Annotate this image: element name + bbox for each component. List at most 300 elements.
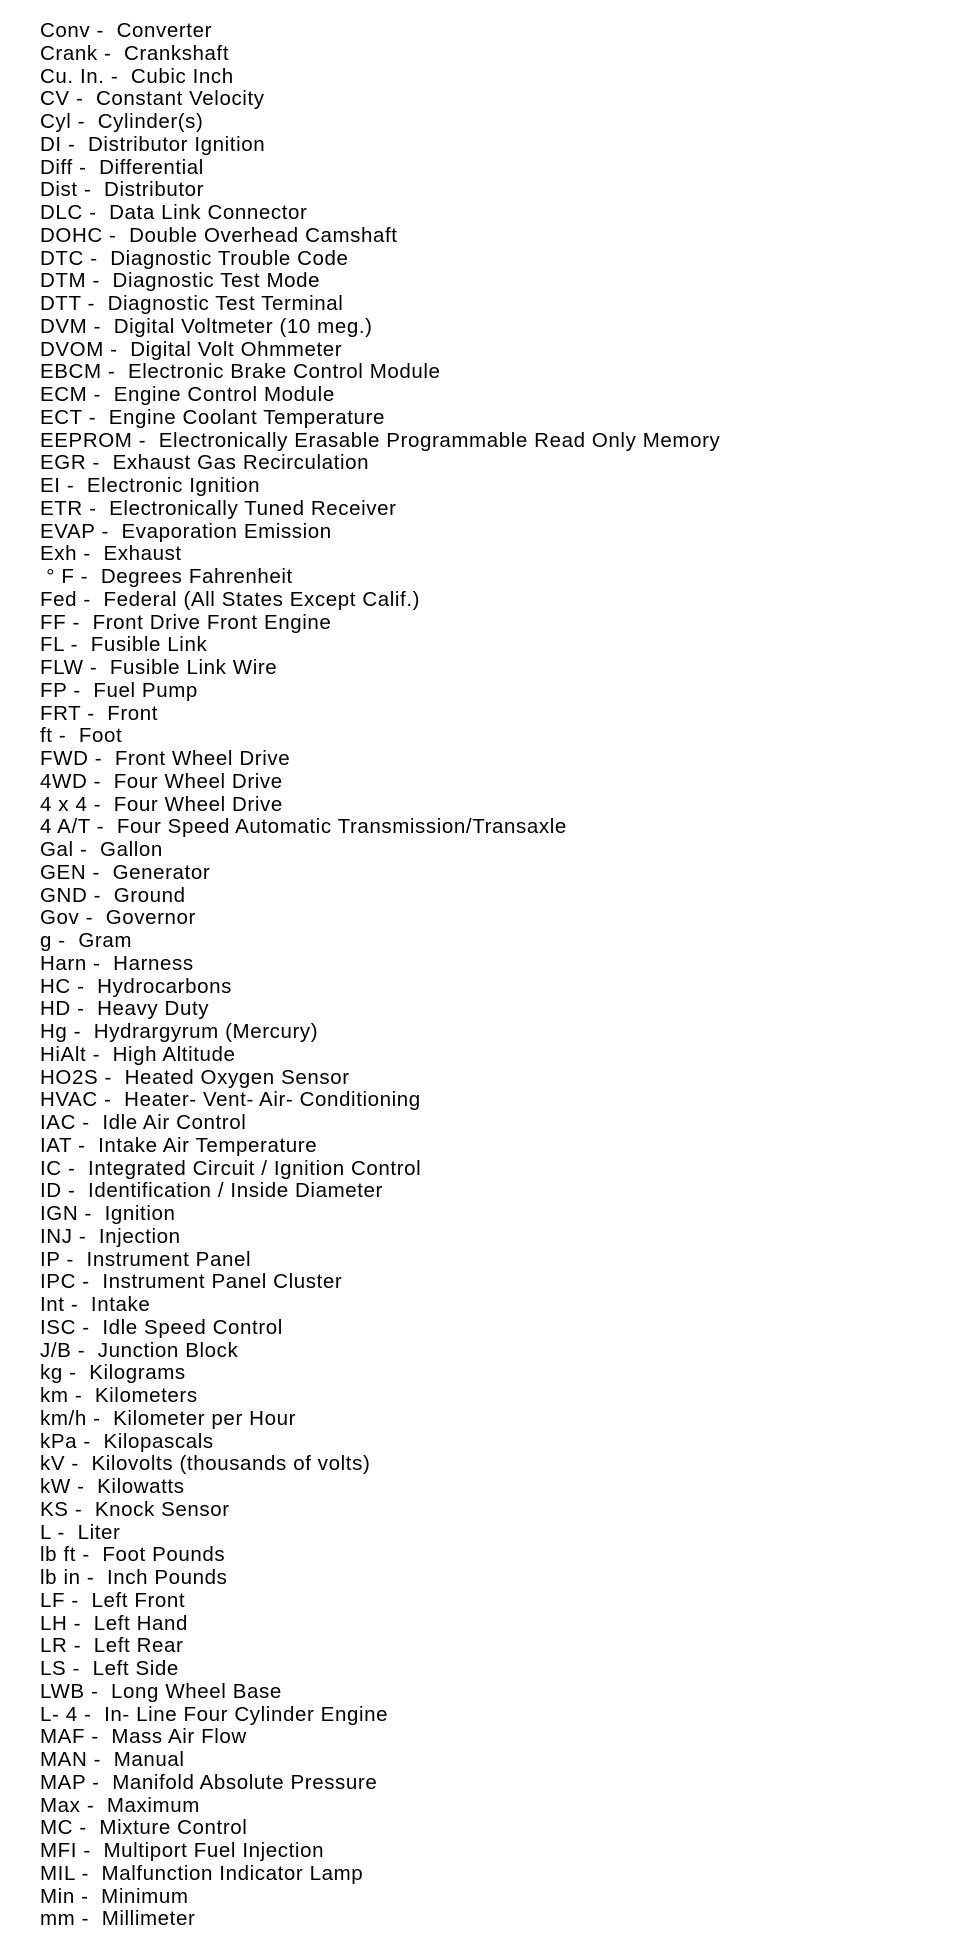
abbreviation-entry	[40, 771, 940, 794]
abbreviation-entry	[40, 452, 940, 475]
abbreviation-definition: Harness	[113, 951, 194, 975]
abbreviation-separator: -	[69, 87, 97, 111]
abbreviation-term: HiAlt	[40, 1042, 87, 1066]
abbreviation-entry	[40, 1431, 940, 1454]
abbreviation-entry	[40, 202, 940, 225]
abbreviation-definition: Four Speed Automatic Transmission/Transaxle	[116, 815, 567, 839]
abbreviation-definition: Idle Air Control	[102, 1111, 247, 1134]
abbreviation-definition: Heated Oxygen Sensor	[124, 1065, 350, 1089]
abbreviation-term: lb in	[40, 1566, 81, 1589]
abbreviation-entry	[40, 1772, 940, 1795]
abbreviation-entry	[40, 316, 940, 339]
abbreviation-entry	[40, 1158, 940, 1181]
abbreviation-separator: -	[86, 451, 113, 475]
abbreviation-entry	[40, 1385, 940, 1408]
abbreviation-definition: Left Rear	[93, 1634, 184, 1658]
abbreviation-definition: Degrees Fahrenheit	[100, 565, 293, 588]
abbreviation-entry	[40, 111, 940, 134]
abbreviation-term: ECM	[40, 383, 88, 406]
abbreviation-separator: -	[85, 1770, 113, 1794]
abbreviation-separator: -	[85, 1725, 112, 1749]
abbreviation-term: g	[40, 929, 53, 952]
abbreviation-term: EVAP	[40, 519, 96, 543]
abbreviation-entry	[40, 88, 940, 111]
abbreviation-entry	[40, 885, 940, 908]
abbreviation-separator: -	[86, 1042, 113, 1066]
abbreviation-entry	[40, 1795, 940, 1818]
abbreviation-entry	[40, 703, 940, 726]
abbreviation-entry	[40, 1317, 940, 1340]
abbreviation-term: Conv	[40, 19, 91, 42]
abbreviation-separator: -	[104, 64, 131, 88]
abbreviation-definition: Hydrocarbons	[97, 974, 232, 998]
abbreviation-separator: -	[52, 929, 79, 952]
abbreviation-term: L	[40, 1520, 52, 1544]
abbreviation-separator: -	[52, 724, 79, 748]
abbreviation-term: HD	[40, 997, 71, 1021]
abbreviation-separator: -	[77, 1429, 104, 1453]
abbreviation-definition: Foot	[78, 724, 123, 748]
abbreviation-entry	[40, 1476, 940, 1499]
abbreviation-definition: Kilopascals	[103, 1429, 214, 1453]
abbreviation-term: HVAC	[40, 1088, 98, 1112]
abbreviation-definition: Identification / Inside Diameter	[88, 1179, 383, 1203]
abbreviation-definition: Engine Control Module	[113, 383, 335, 406]
abbreviation-separator: -	[90, 19, 117, 42]
abbreviation-definition: Electronic Ignition	[86, 474, 261, 497]
abbreviation-definition: Millimeter	[101, 1907, 196, 1931]
abbreviation-entry	[40, 1340, 940, 1363]
abbreviation-separator: -	[87, 769, 114, 793]
abbreviation-entry	[40, 1886, 940, 1909]
abbreviation-definition: Cylinder(s)	[97, 110, 204, 133]
abbreviation-separator: -	[70, 974, 98, 998]
abbreviation-entry	[40, 1567, 940, 1590]
abbreviation-separator: -	[67, 1611, 94, 1635]
abbreviation-term: Min	[40, 1884, 75, 1908]
abbreviation-definition: Mixture Control	[99, 1816, 248, 1840]
abbreviation-term: CV	[40, 87, 70, 111]
abbreviation-separator: -	[51, 1520, 78, 1544]
abbreviation-entry	[40, 680, 940, 703]
abbreviation-definition: Maximum	[106, 1793, 200, 1817]
abbreviation-entry	[40, 248, 940, 271]
abbreviation-term: HC	[40, 974, 71, 998]
abbreviation-entry	[40, 430, 940, 453]
abbreviation-term: LH	[40, 1611, 68, 1635]
abbreviation-entry	[40, 521, 940, 544]
abbreviation-definition: Intake	[90, 1293, 151, 1316]
abbreviation-entry	[40, 1294, 940, 1317]
abbreviation-definition: Diagnostic Trouble Code	[110, 246, 349, 270]
abbreviation-term: ISC	[40, 1315, 76, 1339]
abbreviation-term: ETR	[40, 496, 83, 520]
abbreviation-term: INJ	[40, 1224, 73, 1248]
abbreviation-definition: Differential	[99, 155, 204, 179]
abbreviation-separator: -	[102, 223, 130, 247]
abbreviation-definition: Electronically Erasable Programmable Read Only Memory	[158, 428, 721, 452]
abbreviation-term: DTT	[40, 292, 82, 315]
abbreviation-definition: Liter	[77, 1520, 121, 1544]
abbreviation-separator: -	[75, 1315, 103, 1339]
abbreviation-separator: -	[87, 792, 114, 816]
abbreviation-term: FP	[40, 678, 68, 702]
abbreviation-definition: Left Side	[92, 1657, 179, 1680]
abbreviation-entry	[40, 293, 940, 316]
abbreviation-definition: Malfunction Indicator Lamp	[101, 1861, 364, 1885]
abbreviation-term: kV	[40, 1452, 66, 1476]
abbreviation-entry	[40, 1408, 940, 1431]
abbreviation-entry	[40, 1362, 940, 1385]
abbreviation-separator: -	[80, 701, 108, 725]
abbreviation-definition: Diagnostic Test Mode	[112, 269, 321, 293]
abbreviation-term: Cu. In.	[40, 64, 105, 88]
abbreviation-entry	[40, 543, 940, 566]
abbreviation-term: IAT	[40, 1133, 72, 1157]
abbreviation-term: kPa	[40, 1429, 78, 1453]
abbreviation-definition: Engine Coolant Temperature	[108, 405, 385, 429]
abbreviation-separator: -	[68, 1384, 95, 1407]
abbreviation-separator: -	[87, 383, 114, 406]
abbreviation-term: LS	[40, 1657, 67, 1680]
abbreviation-entry	[40, 816, 940, 839]
abbreviation-entry	[40, 270, 940, 293]
abbreviation-entry	[40, 407, 940, 430]
abbreviation-entry	[40, 1749, 940, 1772]
abbreviation-definition: Front Drive Front Engine	[92, 610, 332, 634]
abbreviation-entry	[40, 862, 940, 885]
abbreviation-term: GEN	[40, 860, 87, 884]
abbreviation-term: ° F	[40, 565, 75, 588]
abbreviation-entry	[40, 725, 940, 748]
abbreviation-term: lb ft	[40, 1543, 77, 1567]
abbreviation-term: DLC	[40, 201, 83, 224]
abbreviation-separator: -	[75, 1861, 102, 1885]
abbreviation-term: MAF	[40, 1725, 86, 1749]
abbreviation-separator: -	[95, 519, 122, 543]
abbreviation-term: IP	[40, 1247, 61, 1271]
abbreviation-definition: Gram	[78, 929, 132, 952]
abbreviation-separator: -	[132, 428, 159, 452]
abbreviation-separator: -	[101, 360, 128, 384]
abbreviation-term: km/h	[40, 1406, 87, 1430]
abbreviation-separator: -	[87, 883, 114, 907]
abbreviation-definition: Long Wheel Base	[111, 1679, 282, 1703]
abbreviation-entry	[40, 907, 940, 930]
abbreviation-term: DTC	[40, 246, 84, 270]
abbreviation-definition: Knock Sensor	[94, 1497, 230, 1521]
abbreviation-entry	[40, 134, 940, 157]
abbreviation-separator: -	[67, 1634, 94, 1658]
abbreviation-separator: -	[75, 1111, 103, 1134]
abbreviation-definition: Left Front	[91, 1588, 186, 1612]
abbreviation-definition: Evaporation Emission	[121, 519, 332, 543]
abbreviation-entry	[40, 794, 940, 817]
abbreviation-entry	[40, 1522, 940, 1545]
abbreviation-term: Hg	[40, 1020, 68, 1043]
abbreviation-entry	[40, 384, 940, 407]
abbreviation-term: Fed	[40, 587, 78, 611]
abbreviation-definition: Crankshaft	[124, 41, 230, 65]
abbreviation-entry	[40, 1726, 940, 1749]
abbreviation-separator: -	[81, 292, 108, 315]
abbreviation-separator: -	[65, 1588, 92, 1612]
abbreviation-definition: Generator	[112, 860, 211, 884]
abbreviation-definition: Injection	[98, 1224, 181, 1248]
abbreviation-separator: -	[77, 587, 104, 611]
abbreviation-separator: -	[82, 405, 109, 429]
abbreviation-entry	[40, 1840, 940, 1863]
abbreviation-entry	[40, 1658, 940, 1681]
abbreviation-term: LWB	[40, 1679, 85, 1703]
abbreviation-separator: -	[70, 1475, 98, 1498]
abbreviation-definition: Double Overhead Camshaft	[129, 223, 398, 247]
abbreviation-separator: -	[75, 1907, 102, 1931]
abbreviation-term: FRT	[40, 701, 81, 725]
abbreviation-term: DOHC	[40, 223, 103, 247]
abbreviation-term: Harn	[40, 951, 87, 975]
abbreviation-entry	[40, 1226, 940, 1249]
abbreviation-separator: -	[73, 1816, 100, 1840]
abbreviation-definition: Ground	[113, 883, 186, 907]
abbreviation-term: km	[40, 1384, 69, 1407]
abbreviation-term: 4WD	[40, 769, 88, 793]
abbreviation-separator: -	[77, 1839, 104, 1862]
abbreviation-separator: -	[80, 1566, 107, 1589]
abbreviation-term: 4 x 4	[40, 792, 88, 816]
abbreviation-entry	[40, 1271, 940, 1294]
abbreviation-term: kg	[40, 1361, 63, 1385]
abbreviation-definition: Heater- Vent- Air- Conditioning	[124, 1088, 421, 1112]
abbreviation-term: DTM	[40, 269, 87, 293]
abbreviation-term: IPC	[40, 1270, 76, 1294]
abbreviation-definition: Minimum	[101, 1884, 189, 1908]
abbreviation-separator: -	[83, 656, 110, 679]
abbreviation-entry	[40, 157, 940, 180]
abbreviation-entry	[40, 1863, 940, 1886]
abbreviation-entry	[40, 612, 940, 635]
abbreviation-term: Max	[40, 1793, 81, 1817]
abbreviation-definition: Four Wheel Drive	[113, 792, 283, 816]
abbreviation-entry	[40, 998, 940, 1021]
abbreviation-definition: Integrated Circuit / Ignition Control	[88, 1156, 422, 1180]
abbreviation-term: MC	[40, 1816, 74, 1840]
abbreviation-separator: -	[97, 41, 125, 65]
abbreviation-definition: Constant Velocity	[96, 87, 265, 111]
abbreviation-definition: Manifold Absolute Pressure	[112, 1770, 378, 1794]
abbreviation-separator: -	[82, 496, 110, 520]
abbreviation-separator: -	[77, 178, 105, 202]
abbreviation-term: FF	[40, 610, 67, 634]
abbreviation-separator: -	[74, 1884, 102, 1908]
abbreviation-definition: Fusible Link Wire	[109, 656, 278, 679]
abbreviation-separator: -	[71, 1133, 99, 1157]
abbreviation-separator: -	[86, 269, 113, 293]
abbreviation-term: HO2S	[40, 1065, 99, 1089]
abbreviation-entry	[40, 475, 940, 498]
abbreviation-definition: Digital Voltmeter (10 meg.)	[113, 314, 373, 338]
abbreviation-term: FWD	[40, 747, 89, 770]
abbreviation-entry	[40, 657, 940, 680]
abbreviation-definition: Four Wheel Drive	[113, 769, 283, 793]
abbreviation-definition: Kilograms	[89, 1361, 186, 1385]
abbreviation-term: GND	[40, 883, 88, 907]
abbreviation-separator: -	[76, 1543, 103, 1567]
abbreviation-separator: -	[86, 1406, 114, 1430]
abbreviation-entry	[40, 589, 940, 612]
abbreviation-separator: -	[71, 1338, 98, 1362]
abbreviation-entry	[40, 1908, 940, 1931]
abbreviation-definition: Kilowatts	[97, 1475, 185, 1498]
abbreviation-separator: -	[70, 997, 98, 1021]
abbreviation-term: Exh	[40, 542, 78, 566]
abbreviation-definition: Idle Speed Control	[102, 1315, 283, 1339]
abbreviation-definition: Electronic Brake Control Module	[127, 360, 441, 384]
abbreviation-term: ID	[40, 1179, 62, 1203]
abbreviation-definition: Exhaust	[103, 542, 182, 566]
abbreviation-separator: -	[75, 1270, 103, 1294]
abbreviation-entry	[40, 1089, 940, 1112]
abbreviation-separator: -	[103, 337, 131, 361]
abbreviation-term: EBCM	[40, 360, 102, 384]
abbreviation-separator: -	[83, 246, 111, 270]
abbreviation-separator: -	[77, 542, 104, 566]
abbreviation-entry	[40, 1681, 940, 1704]
abbreviation-entry	[40, 43, 940, 66]
abbreviation-definition: Diagnostic Test Terminal	[107, 292, 344, 315]
abbreviation-separator: -	[61, 1179, 89, 1203]
abbreviation-entry	[40, 634, 940, 657]
abbreviation-definition: Electronically Tuned Receiver	[109, 496, 397, 520]
abbreviation-entry	[40, 1613, 940, 1636]
abbreviation-definition: Gallon	[100, 838, 163, 861]
abbreviation-term: ECT	[40, 405, 83, 429]
abbreviation-separator: -	[86, 860, 113, 884]
abbreviation-entry	[40, 1180, 940, 1203]
abbreviation-entry	[40, 748, 940, 771]
abbreviation-entry	[40, 20, 940, 43]
abbreviation-separator: -	[66, 1657, 93, 1680]
abbreviation-separator: -	[67, 1020, 94, 1043]
abbreviation-definition: Kilometer per Hour	[113, 1406, 296, 1430]
abbreviation-definition: Left Hand	[93, 1611, 189, 1635]
abbreviation-separator: -	[79, 906, 106, 930]
abbreviation-entry	[40, 1249, 940, 1272]
abbreviation-definition: Multiport Fuel Injection	[103, 1839, 325, 1862]
abbreviation-term: DI	[40, 132, 62, 156]
abbreviation-separator: -	[65, 1452, 92, 1476]
abbreviation-term: KS	[40, 1497, 69, 1521]
abbreviation-definition: Intake Air Temperature	[98, 1133, 318, 1157]
abbreviation-entry	[40, 1203, 940, 1226]
abbreviation-definition: Mass Air Flow	[111, 1725, 247, 1749]
abbreviation-term: LR	[40, 1634, 68, 1658]
abbreviation-entry	[40, 1704, 940, 1727]
abbreviation-definition: In- Line Four Cylinder Engine	[104, 1702, 389, 1726]
abbreviation-term: MAP	[40, 1770, 86, 1794]
abbreviation-definition: Fusible Link	[90, 633, 208, 657]
abbreviation-entry	[40, 1044, 940, 1067]
abbreviation-term: MFI	[40, 1839, 78, 1862]
abbreviation-separator: -	[90, 815, 117, 839]
abbreviation-entry	[40, 361, 940, 384]
abbreviation-term: IAC	[40, 1111, 76, 1134]
abbreviation-definition: Governor	[105, 906, 196, 930]
abbreviation-entry	[40, 1544, 940, 1567]
abbreviation-term: J/B	[40, 1338, 72, 1362]
abbreviation-separator: -	[98, 1065, 125, 1089]
abbreviation-term: L- 4	[40, 1702, 78, 1726]
abbreviation-term: Int	[40, 1293, 65, 1316]
abbreviation-separator: -	[71, 110, 98, 133]
abbreviation-definition: Inch Pounds	[106, 1566, 228, 1589]
abbreviation-separator: -	[60, 1247, 87, 1271]
abbreviation-entry	[40, 1135, 940, 1158]
abbreviation-separator: -	[64, 1293, 91, 1316]
abbreviation-term: FL	[40, 633, 65, 657]
abbreviation-entry	[40, 225, 940, 248]
abbreviation-term: Cyl	[40, 110, 72, 133]
abbreviation-term: Gal	[40, 838, 74, 861]
abbreviation-term: ft	[40, 724, 53, 748]
abbreviation-separator: -	[64, 633, 91, 657]
abbreviation-separator: -	[73, 838, 101, 861]
abbreviation-separator: -	[68, 1497, 95, 1521]
abbreviation-definition: Distributor	[104, 178, 205, 202]
abbreviation-entry	[40, 1590, 940, 1613]
abbreviation-entry	[40, 930, 940, 953]
abbreviation-entry	[40, 953, 940, 976]
abbreviation-definition: Heavy Duty	[97, 997, 210, 1021]
abbreviation-separator: -	[82, 201, 110, 224]
abbreviation-separator: -	[67, 678, 94, 702]
abbreviation-term: DVOM	[40, 337, 104, 361]
abbreviation-term: EGR	[40, 451, 87, 475]
abbreviation-definition: Fuel Pump	[93, 678, 198, 702]
abbreviation-term: LF	[40, 1588, 66, 1612]
abbreviation-definition: Data Link Connector	[109, 201, 308, 224]
abbreviation-separator: -	[78, 1202, 105, 1225]
abbreviation-entry	[40, 839, 940, 862]
abbreviation-definition: Exhaust Gas Recirculation	[112, 451, 370, 475]
abbreviation-definition: Instrument Panel Cluster	[102, 1270, 343, 1294]
abbreviation-entry	[40, 1635, 940, 1658]
abbreviation-term: MIL	[40, 1861, 76, 1885]
abbreviation-definition: Kilometers	[94, 1384, 198, 1407]
abbreviation-definition: Hydrargyrum (Mercury)	[93, 1020, 319, 1043]
abbreviation-definition: Federal (All States Except Calif.)	[103, 587, 421, 611]
abbreviation-entry	[40, 1112, 940, 1135]
abbreviation-separator: -	[61, 1156, 89, 1180]
abbreviation-term: mm	[40, 1907, 76, 1931]
abbreviation-separator: -	[60, 474, 87, 497]
abbreviation-term: FLW	[40, 656, 84, 679]
abbreviation-term: 4 A/T	[40, 815, 91, 839]
abbreviation-separator: -	[72, 1224, 99, 1248]
abbreviation-definition: Ignition	[104, 1202, 176, 1225]
abbreviation-separator: -	[61, 132, 89, 156]
abbreviation-definition: Cubic Inch	[130, 64, 234, 88]
abbreviation-term: IC	[40, 1156, 62, 1180]
abbreviation-separator: -	[77, 1702, 105, 1726]
abbreviation-definition: Foot Pounds	[102, 1543, 226, 1567]
abbreviation-entry	[40, 1453, 940, 1476]
abbreviation-separator: -	[72, 155, 100, 179]
abbreviation-term: EI	[40, 474, 61, 497]
abbreviation-entry	[40, 566, 940, 589]
abbreviation-separator: -	[97, 1088, 125, 1112]
abbreviation-term: Gov	[40, 906, 80, 930]
